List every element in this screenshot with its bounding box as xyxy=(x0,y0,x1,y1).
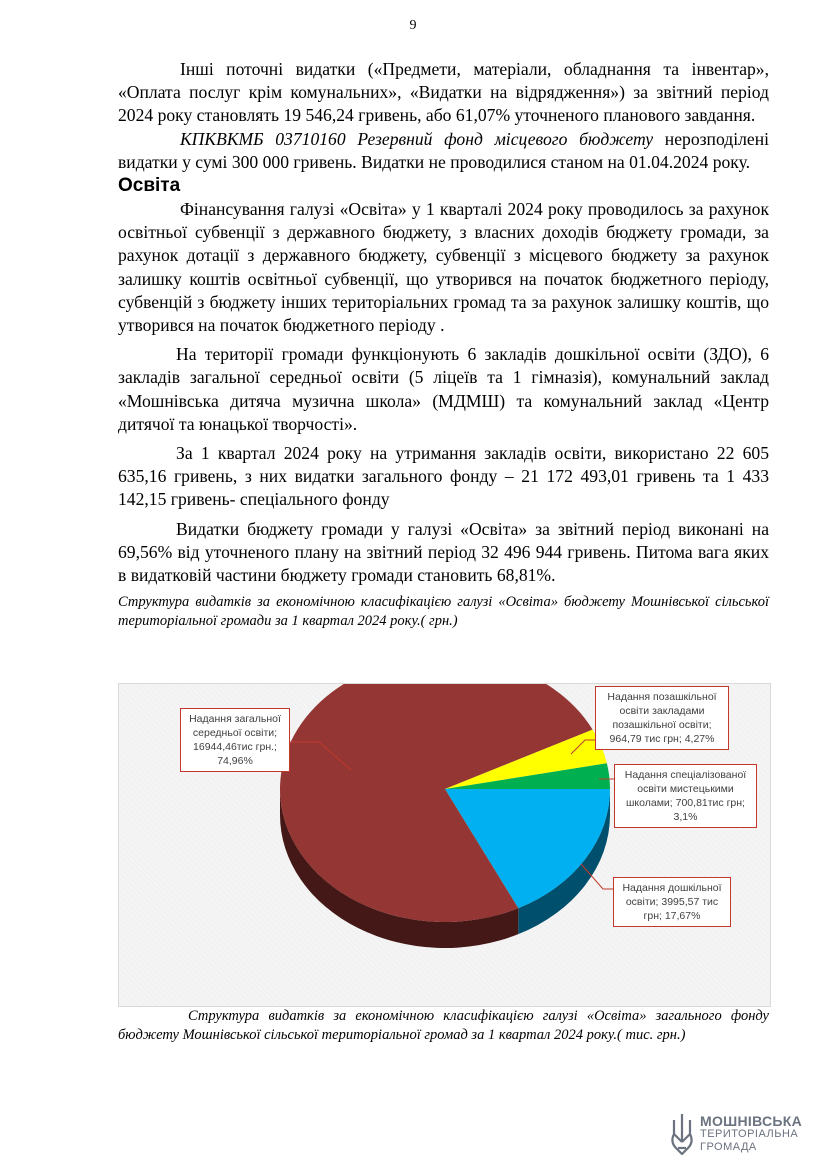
reserve-fund-code: КПКВКМБ 03710160 Резервний фонд місцевого бюджету xyxy=(180,128,654,149)
logo-line-1: МОШНІВСЬКА xyxy=(700,1113,803,1129)
paragraph-reserve-fund xyxy=(118,128,769,174)
logo-line-2: ТЕРИТОРІАЛЬНА xyxy=(700,1128,799,1140)
callout-extracurricular: Надання позашкільної освіти закладами позашкільної освіти; 964,79 тис грн; 4,27% xyxy=(595,686,729,750)
callout-general-secondary: Надання загальної середньої освіти; 16944,46тис грн.; 74,96% xyxy=(180,708,290,772)
community-logo xyxy=(668,1112,818,1160)
paragraph-education-financing: Фінансування галузі «Освіта» у 1 кварталі 2024 року проводилось за рахунок освітньої субвенції з державного бюджету, з власних доходів бюджету громади, за рахунок дотації з державного бюджету, субвенції з місцевого бюджету за рахунок залишку коштів освітньої субвенції, що утворився на початок бюджетного періоду, субвенцій з бюджету інших територіальних громад та за рахунок залишку коштів, що утворився на початок бюджетного періоду . xyxy=(118,199,769,336)
paragraph-q1-spending: За 1 квартал 2024 року на утримання закладів освіти, використано 22 605 635,16 гривень, з них видатки загального фонду – 21 172 493,01 гривень та 1 433 142,15 гривень- спеціального фонду xyxy=(118,443,769,510)
logo-text xyxy=(700,1115,802,1154)
pie-chart-area xyxy=(118,683,771,1007)
paragraph-institutions: На території громади функціонують 6 закладів дошкільної освіти (ЗДО), 6 закладів загальної середньої освіти (5 ліцеїв та 1 гімназія), комунальний заклад «Мошнівська дитяча музична школа» (МДМШ) та комунальний заклад «Центр дитячої та юнацької творчості». xyxy=(118,344,769,434)
paragraph-execution: Видатки бюджету громади у галузі «Освіта» за звітний період виконані на 69,56% від уточненого плану на звітний період 32 496 944 гривень. Питома вага яких в видатковій частини бюджету громади становить 68,81%. xyxy=(118,518,769,586)
chart-caption-2: Структура видатків за економічною класифікацією галузі «Освіта» загального фонду бюджету Мошнівської сільської територіальної громад за 1 квартал 2024 року.( тис. грн.) xyxy=(118,1008,769,1043)
trident-icon xyxy=(668,1112,696,1156)
callout-preschool: Надання дошкільної освіти; 3995,57 тис грн; 17,67% xyxy=(613,877,731,927)
chart-caption-1: Структура видатків за економічною класифікацією галузі «Освіта» бюджету Мошнівської сільської територіальної громади за 1 квартал 2024 року.( грн.) xyxy=(118,594,769,630)
callout-art-schools: Надання спеціалізованої освіти мистецькими школами; 700,81тис грн; 3,1% xyxy=(614,764,757,828)
section-heading-education: Освіта xyxy=(118,175,181,197)
body-text xyxy=(118,58,769,631)
paragraph-other-expenses: Інші поточні видатки («Предмети, матеріали, обладнання та інвентар», «Оплата послуг крім комунальних», «Видатки на відрядження») за звітний період 2024 року становлять 19 546,24 гривень, або 61,07% уточненого планового завдання. xyxy=(118,59,769,126)
page-number: 9 xyxy=(409,18,417,33)
reserve-fund-text: нерозподілені видатки у сумі 300 000 гривень. Видатки не проводилися станом на 01.04.2024 року. xyxy=(118,128,769,172)
logo-line-3: ГРОМАДА xyxy=(700,1141,757,1153)
